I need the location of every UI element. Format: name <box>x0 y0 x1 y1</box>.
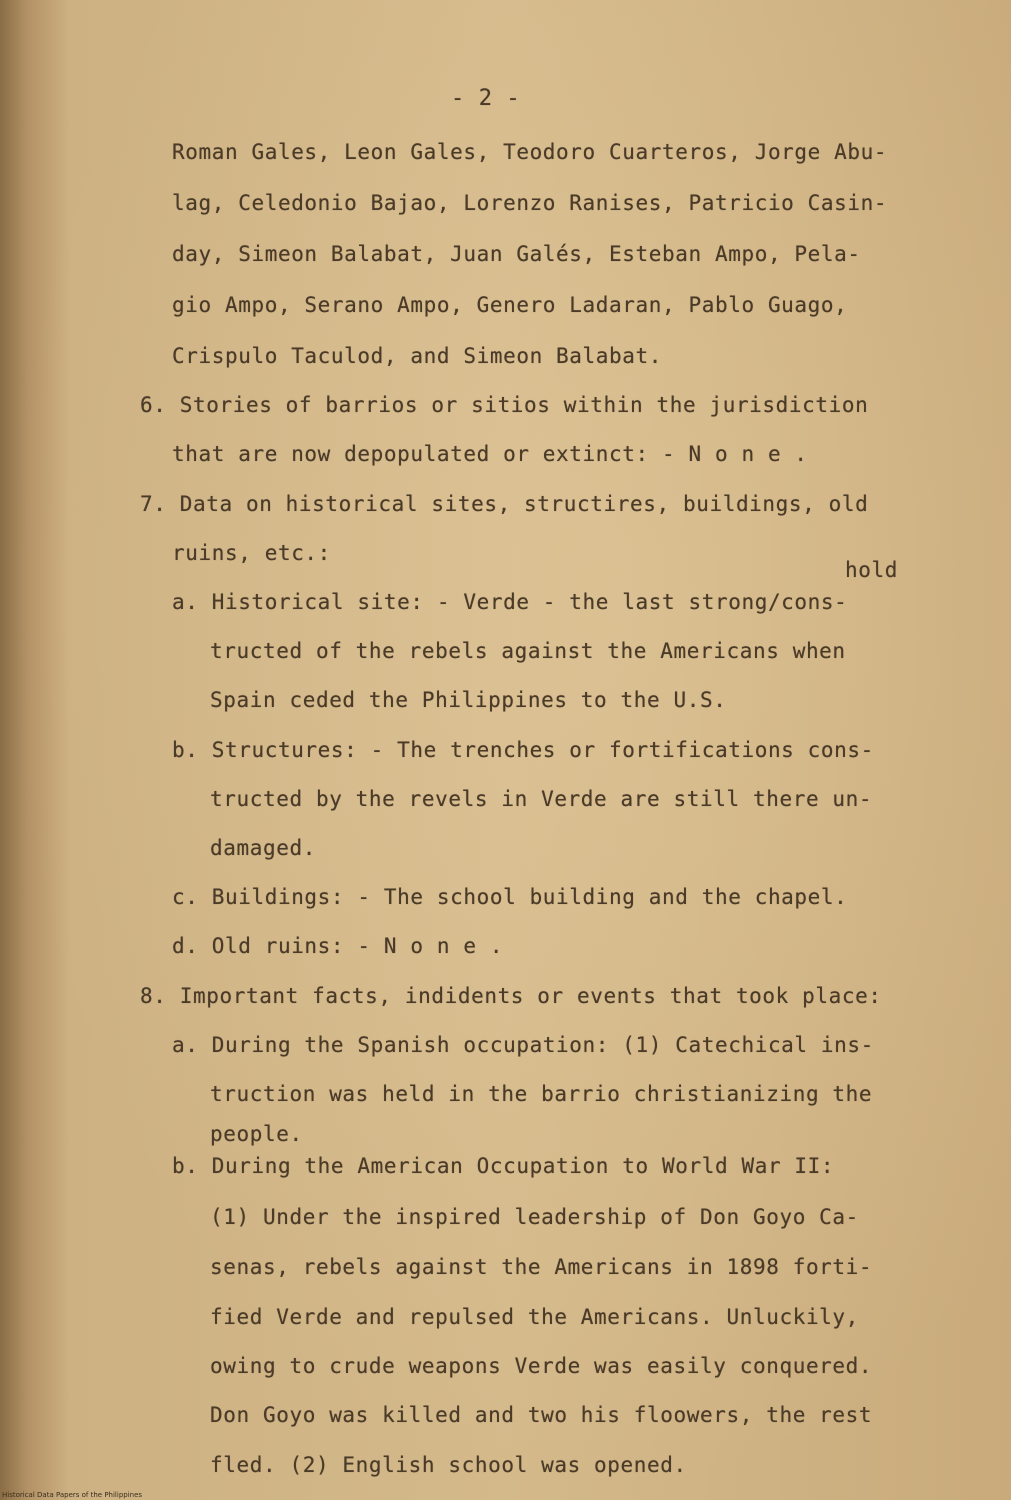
item-7a: a. Historical site: - Verde - the last strong/cons- <box>172 590 848 614</box>
item-7c: c. Buildings: - The school building and the chapel. <box>172 885 848 909</box>
text-line: tructed of the rebels against the Americans when <box>210 639 846 663</box>
text-line: people. <box>210 1122 303 1146</box>
text-line: tructed by the revels in Verde are still there un- <box>210 787 873 811</box>
item-7b: b. Structures: - The trenches or fortifications cons- <box>172 738 874 762</box>
text-line: owing to crude weapons Verde was easily conquered. <box>210 1354 873 1378</box>
text-line: Roman Gales, Leon Gales, Teodoro Cuarteros, Jorge Abu- <box>172 140 888 164</box>
item-6-heading: 6. Stories of barrios or sitios within the jurisdiction <box>140 393 869 417</box>
text-line: lag, Celedonio Bajao, Lorenzo Ranises, Patricio Casin- <box>172 191 888 215</box>
text-line: Crispulo Taculod, and Simeon Balabat. <box>172 344 662 368</box>
text-line: Don Goyo was killed and two his floowers, the rest <box>210 1403 873 1427</box>
text-line: Spain ceded the Philippines to the U.S. <box>210 688 727 712</box>
text-line: ruins, etc.: <box>172 541 331 565</box>
item-7d: d. Old ruins: - N o n e . <box>172 934 504 958</box>
text-line: gio Ampo, Serano Ampo, Genero Ladaran, Pablo Guago, <box>172 293 848 317</box>
text-line: truction was held in the barrio christianizing the <box>210 1082 873 1106</box>
item-8a: a. During the Spanish occupation: (1) Catechical ins- <box>172 1033 874 1057</box>
page-number: - 2 - <box>451 86 521 111</box>
text-line: day, Simeon Balabat, Juan Galés, Esteban Ampo, Pela- <box>172 242 861 266</box>
text-line: that are now depopulated or extinct: - N o n e . <box>172 442 808 466</box>
item-8b: b. During the American Occupation to World War II: <box>172 1154 835 1178</box>
item-7-heading: 7. Data on historical sites, structires, buildings, old <box>140 492 869 516</box>
inserted-word: hold <box>845 558 898 582</box>
text-line: fled. (2) English school was opened. <box>210 1453 687 1477</box>
text-line: fied Verde and repulsed the Americans. Unluckily, <box>210 1305 859 1329</box>
archive-footer: Historical Data Papers of the Philippines <box>2 1491 143 1499</box>
text-line: (1) Under the inspired leadership of Don Goyo Ca- <box>210 1205 859 1229</box>
text-line: senas, rebels against the Americans in 1898 forti- <box>210 1255 873 1279</box>
item-8-heading: 8. Important facts, indidents or events that took place: <box>140 984 882 1008</box>
text-line: damaged. <box>210 836 316 860</box>
